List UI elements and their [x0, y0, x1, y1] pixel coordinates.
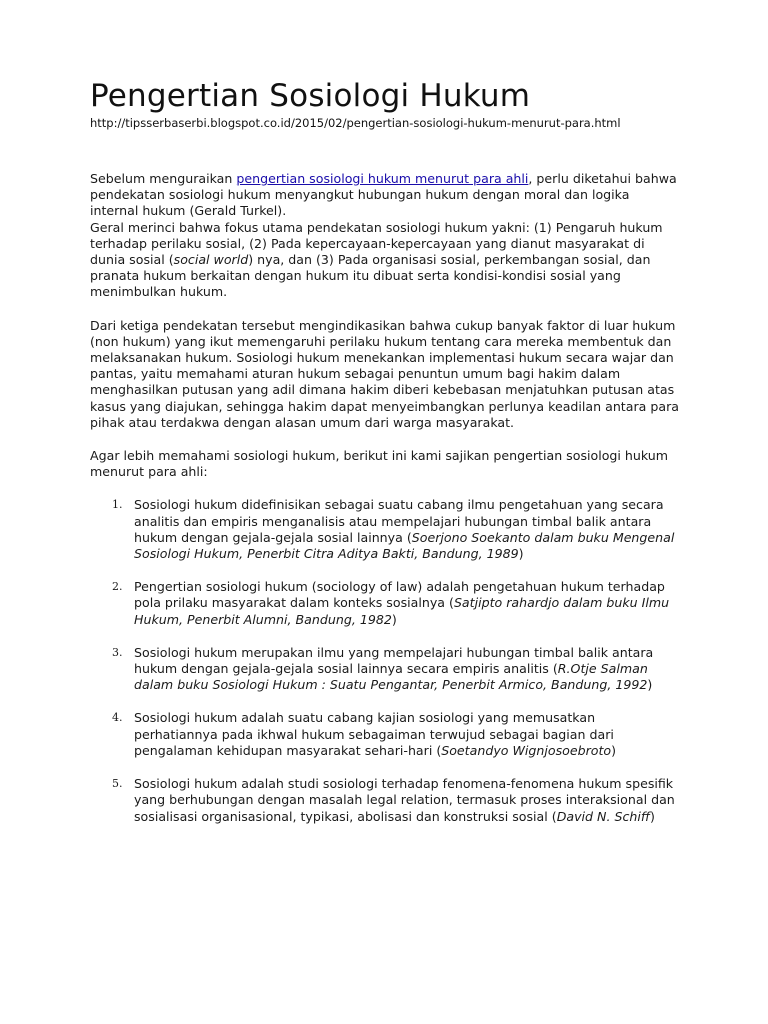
definition-close: ) [518, 546, 524, 562]
definition-source: Satjipto rahardjo dalam buku Ilmu Hukum, Penerbit Alumni, Bandung, 1982 [134, 595, 670, 627]
sosiologi-hukum-link[interactable]: pengertian sosiologi hukum menurut para ahli [236, 171, 529, 186]
list-item [90, 579, 682, 628]
definition-close: ) [649, 808, 655, 824]
definition-close: ) [647, 677, 653, 693]
list-item-number: 1. [112, 498, 123, 512]
definition-text: Sosiologi hukum didefinisikan sebagai suatu cabang ilmu pengetahuan yang secara analitis dan empiris menganalisis atau mempelajari hubungan timbal balik antara hukum dengan gejala-gejala sosial lainnya ( [134, 497, 664, 545]
intro-paragraph [90, 171, 680, 301]
intro-focus-text-end: ) nya, dan (3) Pada organisasi sosial, perkembangan sosial, dan pranata hukum berkaitan dengan hukum itu dibuat serta kondisi-kondisi sosial yang menimbulkan hukum. [90, 252, 651, 300]
list-item [90, 497, 682, 562]
intro-focus-text: Geral merinci bahwa fokus utama pendekatan sosiologi hukum yakni: (1) Pengaruh hukum terhadap perilaku sosial, (2) Pada kepercayaan-kepercayaan yang dianut masyarakat di dunia sosial ( [90, 219, 663, 268]
definition-source: Soetandyo Wignjosoebroto [441, 742, 612, 758]
definition-source: Soerjono Soekanto dalam buku Mengenal Sosiologi Hukum, Penerbit Citra Aditya Bakti, Bandung, 1989 [134, 529, 675, 562]
definition-source: David N. Schiff [556, 808, 650, 824]
list-item-number: 2. [112, 580, 123, 594]
definition-text: Sosiologi hukum merupakan ilmu yang mempelajari hubungan timbal balik antara hukum dengan gejala-gejala sosial lainnya secara empiris analitis ( [134, 644, 654, 677]
definitions-intro-paragraph: Agar lebih memahami sosiologi hukum, berikut ini kami sajikan pengertian sosiologi hukum menurut para ahli: [90, 448, 669, 480]
page-title: Pengertian Sosiologi Hukum [90, 78, 531, 114]
list-item [90, 645, 682, 694]
list-item [90, 710, 682, 759]
list-item-number: 3. [112, 645, 123, 659]
intro-text-end: , perlu diketahui bahwa pendekatan sosiologi hukum menyangkut hubungan hukum dengan moral dan logika internal hukum (Gerald Turkel). [90, 171, 677, 219]
definition-text: Sosiologi hukum adalah suatu cabang kajian sosiologi yang memusatkan perhatiannya pada ikhwal hukum sebagaiman terwujud sebagai bagian dari pengalaman kehidupan masyarakat sehari-hari ( [134, 710, 614, 758]
article-body [90, 171, 680, 825]
intro-italic-term: social world [173, 252, 249, 268]
intro-text-start: Sebelum menguraikan [90, 171, 237, 186]
list-item-number: 4. [112, 711, 123, 725]
definition-source: R.Otje Salman dalam buku Sosiologi Hukum : Suatu Pengantar, Penerbit Armico, Bandung, 1992 [134, 661, 648, 693]
list-item [90, 776, 682, 825]
definition-close: ) [391, 611, 397, 627]
source-url: http://tipsserbaserbi.blogspot.co.id/2015/02/pengertian-sosiologi-hukum-menurut-para.html [90, 116, 621, 130]
definition-text: Pengertian sosiologi hukum (sociology of law) adalah pengetahuan hukum terhadap pola prilaku masyarakat dalam konteks sosialnya ( [134, 579, 665, 611]
document-page [90, 76, 680, 842]
definition-text: Sosiologi hukum adalah studi sosiologi terhadap fenomena-fenomena hukum spesifik yang berhubungan dengan masalah legal relation, termasuk proses interaksional dan sosialisasi organisasional, typikasi, abolisasi dan konstruksi sosial ( [134, 776, 675, 824]
definitions-list [90, 497, 680, 824]
list-item-number: 5. [112, 777, 123, 791]
approach-paragraph: Dari ketiga pendekatan tersebut mengindikasikan bahwa cukup banyak faktor di luar hukum (non hukum) yang ikut memengaruhi perilaku hukum tentang cara mereka membentuk dan melaksanakan hukum. Sosiologi hukum menekankan implementasi hukum secara wajar dan pantas, yaitu memahami aturan hukum sebagai penuntun umum bagi hakim dalam menghasilkan putusan yang adil dimana hakim diberi kebebasan menjatuhkan putusan atas kasus yang diajukan, sehingga hakim dapat menyeimbangkan perlunya keadilan antara para pihak atau terdakwa dengan alasan umum dari warga masyarakat. [90, 317, 679, 430]
definition-close: ) [611, 742, 617, 758]
